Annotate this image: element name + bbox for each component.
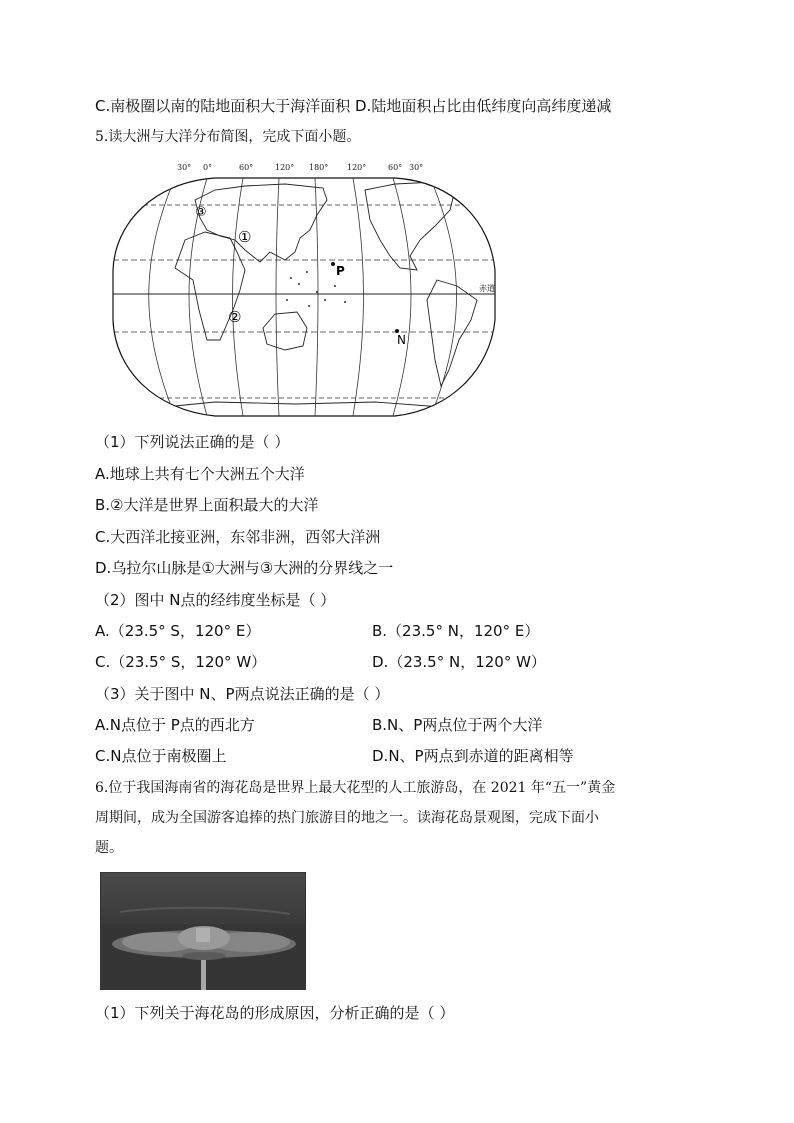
lon-label-0: 0° [203,163,213,172]
marker-1: ① [238,228,252,246]
question-6-stem-line3: 题。 [95,840,123,856]
q5-sub1-option-a: A.地球上共有七个大洲五个大洋 [95,465,305,483]
marker-3: ③ [195,205,207,220]
equator-label: 赤道 [479,284,495,293]
q5-sub2-option-d: D.（23.5° N，120° W） [372,653,546,671]
lon-label-180: 180° [309,163,329,172]
q5-sub1-stem: （1）下列说法正确的是（ ） [95,433,290,451]
lon-label-60w: 60° [388,163,403,172]
greenland-outline [467,182,491,204]
lon-label-120w: 120° [347,163,367,172]
marker-2: ② [228,308,242,326]
q5-sub2-option-b: B.（23.5° N，120° E） [372,622,540,640]
point-p-label: P [336,264,345,278]
q5-sub3-option-a: A.N点位于 P点的西北方 [95,716,255,734]
q5-sub2-option-a: A.（23.5° S，120° E） [95,622,261,640]
question-5-stem: 5.读大洲与大洋分布简图，完成下面小题。 [95,129,361,145]
q5-sub3-option-d: D.N、P两点到赤道的距离相等 [372,747,574,765]
question-6-stem-line1: 6.位于我国海南省的海花岛是世界上最大花型的人工旅游岛，在 2021 年“五一”黄金 [95,780,616,796]
haihua-island-photo [100,872,306,990]
q5-sub3-stem: （3）关于图中 N、P两点说法正确的是（ ） [95,685,390,703]
q5-sub2-option-c: C.（23.5° S，120° W） [95,653,267,671]
lon-label-30w-right: 30° [409,163,424,172]
lon-label-120e: 120° [275,163,295,172]
question-6-stem-line2: 周期间，成为全国游客追捧的热门旅游目的地之一。读海花岛景观图，完成下面小 [95,810,599,826]
lon-label-60e: 60° [239,163,254,172]
q6-sub1-stem: （1）下列关于海花岛的形成原因，分析正确的是（ ） [95,1004,455,1022]
q5-sub3-option-b: B.N、P两点位于两个大洋 [372,716,543,734]
world-continents-oceans-map [95,160,505,422]
point-n-label: N [397,333,406,347]
point-p-dot [331,262,335,266]
q5-sub1-option-c: C.大西洋北接亚洲，东邻非洲，西邻大洋洲 [95,528,381,546]
previous-question-options: C.南极圈以南的陆地面积大于海洋面积 D.陆地面积占比由低纬度向高纬度递减 [95,97,612,115]
lon-label-30w: 30° [177,163,192,172]
map-top-labels [177,163,423,172]
q5-sub2-stem: （2）图中 N点的经纬度坐标是（ ） [95,591,336,609]
q5-sub3-option-c: C.N点位于南极圈上 [95,747,227,765]
q5-sub1-option-d: D.乌拉尔山脉是①大洲与③大洲的分界线之一 [95,559,394,577]
q5-sub1-option-b: B.②大洋是世界上面积最大的大洋 [95,496,319,514]
map-frame [113,178,495,416]
